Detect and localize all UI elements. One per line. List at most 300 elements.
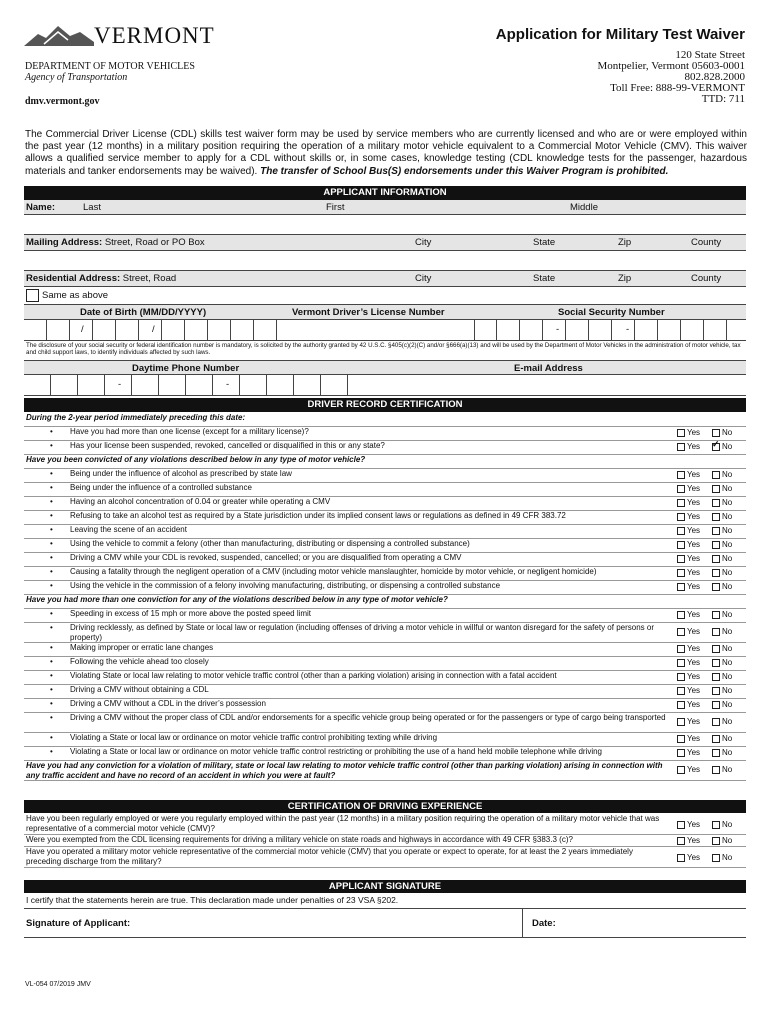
no-option[interactable] — [712, 672, 747, 682]
no-label: No — [722, 748, 733, 757]
yes-label: Yes — [687, 748, 701, 757]
question-row — [24, 567, 746, 581]
question-row — [24, 747, 746, 761]
residential-address-label: Residential Address: — [26, 273, 121, 284]
ssn-disclosure: The disclosure of your social security or federal identification number is mandatory, is solicited by the authority granted by 42 U.S.C. §405(c)(2)(C) and/or §666(a)(13) and will be used by the Department of Motor Vehicles in the administration of motor vehicle, tax and child support laws, to identify individuals affected by such laws. — [26, 342, 741, 356]
yes-checkbox[interactable] — [677, 443, 685, 451]
license-label: Vermont Driver’s License Number — [292, 307, 445, 318]
yes-option[interactable] — [677, 428, 712, 438]
no-checkbox[interactable] — [712, 611, 720, 619]
no-option[interactable] — [712, 627, 747, 637]
same-as-above-row — [24, 287, 746, 305]
yes-option[interactable] — [677, 644, 712, 654]
yes-label: Yes — [687, 700, 701, 709]
no-checkbox[interactable] — [712, 735, 720, 743]
no-label: No — [722, 765, 733, 774]
no-label: No — [722, 672, 733, 681]
no-checkbox[interactable] — [712, 837, 720, 845]
no-option[interactable] — [712, 498, 747, 508]
website-link[interactable]: dmv.vermont.gov — [25, 96, 100, 107]
question-text: Have you been regularly employed or were you regularly employed within the past year (12 months) in a military position requiring the operation of a military motor vehicle that was representative of a commercial motor vehicle (CMV)? — [26, 814, 660, 833]
question-text: Making improper or erratic lane changes — [70, 643, 214, 652]
no-checkbox[interactable] — [712, 443, 720, 451]
section-question-row — [24, 761, 746, 781]
yes-option[interactable] — [677, 717, 712, 727]
mailing-county-label: County — [691, 237, 722, 248]
no-label: No — [722, 484, 733, 493]
no-option[interactable] — [712, 582, 747, 592]
residential-city-label: City — [415, 273, 432, 284]
question-row — [24, 497, 746, 511]
no-option[interactable] — [712, 442, 747, 452]
no-checkbox[interactable] — [712, 583, 720, 591]
yes-option[interactable] — [677, 610, 712, 620]
mailing-zip-label: Zip — [618, 237, 632, 248]
no-checkbox[interactable] — [712, 499, 720, 507]
yes-checkbox[interactable] — [677, 735, 685, 743]
experience-question-row — [24, 835, 746, 847]
bullet-icon: • — [50, 643, 53, 652]
no-label: No — [722, 470, 733, 479]
section-question-row — [24, 595, 746, 609]
bullet-icon: • — [50, 567, 53, 576]
question-text: Being under the influence of a controlled substance — [70, 483, 252, 492]
yes-no-options — [677, 526, 747, 536]
no-label: No — [722, 820, 733, 829]
certify-statement: I certify that the statements herein are true. This declaration made under penalties of 23 VSA §202. — [26, 895, 399, 905]
yes-checkbox[interactable] — [677, 854, 685, 862]
intro-emphasis: The transfer of School Bus(S) endorsements under this Waiver Program is prohibited. — [260, 165, 669, 177]
vermont-logo — [24, 22, 215, 50]
address-ttd: TTD: 711 — [701, 93, 745, 105]
no-label: No — [722, 836, 733, 845]
yes-checkbox[interactable] — [677, 429, 685, 437]
date-label: Date: — [532, 918, 556, 929]
yes-checkbox[interactable] — [677, 766, 685, 774]
bullet-icon: • — [50, 469, 53, 478]
yes-no-options — [677, 820, 747, 830]
no-checkbox[interactable] — [712, 628, 720, 636]
driver-record-header: DRIVER RECORD CERTIFICATION — [24, 398, 746, 412]
yes-option[interactable] — [677, 765, 712, 775]
dob-license-ssn-input-row[interactable] — [24, 320, 746, 341]
no-label: No — [722, 717, 733, 726]
question-row — [24, 685, 746, 699]
question-text: Have you been convicted of any violations described below in any type of motor vehicle? — [26, 455, 366, 464]
yes-checkbox[interactable] — [677, 673, 685, 681]
yes-option[interactable] — [677, 820, 712, 830]
yes-option[interactable] — [677, 748, 712, 758]
residential-zip-label: Zip — [618, 273, 632, 284]
no-option[interactable] — [712, 428, 747, 438]
question-row — [24, 713, 746, 733]
no-label: No — [722, 686, 733, 695]
yes-no-options — [677, 484, 747, 494]
yes-no-options — [677, 568, 747, 578]
question-text: Driving a CMV without obtaining a CDL — [70, 685, 209, 694]
question-text: Driving a CMV without the proper class of CDL and/or endorsements for a specific vehicle group being operated or for the passengers or type of cargo being transported — [70, 713, 666, 722]
yes-label: Yes — [687, 658, 701, 667]
yes-checkbox[interactable] — [677, 645, 685, 653]
section-question-row — [24, 413, 746, 427]
mailing-street-label: Street, Road or PO Box — [104, 237, 205, 248]
yes-no-options — [677, 540, 747, 550]
yes-checkbox[interactable] — [677, 555, 685, 563]
experience-question-row — [24, 847, 746, 868]
no-checkbox[interactable] — [712, 513, 720, 521]
no-checkbox[interactable] — [712, 718, 720, 726]
no-checkbox[interactable] — [712, 485, 720, 493]
yes-no-options — [677, 765, 747, 775]
no-label: No — [722, 428, 733, 437]
yes-checkbox[interactable] — [677, 701, 685, 709]
yes-no-options — [677, 512, 747, 522]
no-option[interactable] — [712, 540, 747, 550]
no-option[interactable] — [712, 853, 747, 863]
residential-address-row — [24, 271, 746, 287]
yes-label: Yes — [687, 582, 701, 591]
bullet-icon: • — [50, 623, 53, 632]
yes-no-options — [677, 554, 747, 564]
no-label: No — [722, 627, 733, 636]
residential-state-label: State — [533, 273, 556, 284]
no-checkbox[interactable] — [712, 701, 720, 709]
question-row — [24, 469, 746, 483]
no-checkbox[interactable] — [712, 673, 720, 681]
yes-no-options — [677, 853, 747, 863]
yes-label: Yes — [687, 428, 701, 437]
dob-label: Date of Birth (MM/DD/YYYY) — [80, 307, 207, 318]
department-name: DEPARTMENT OF MOTOR VEHICLES — [25, 61, 195, 72]
middle-name-label: Middle — [570, 202, 598, 213]
yes-no-options — [677, 717, 747, 727]
form-title: Application for Military Test Waiver — [495, 26, 745, 43]
yes-no-options — [677, 644, 747, 654]
yes-label: Yes — [687, 568, 701, 577]
yes-checkbox[interactable] — [677, 687, 685, 695]
yes-label: Yes — [687, 717, 701, 726]
dob-slash-2: / — [152, 324, 155, 335]
no-checkbox[interactable] — [712, 569, 720, 577]
question-text: Using the vehicle to commit a felony (other than manufacturing, distributing or dispensing a controlled substance) — [70, 539, 470, 548]
mailing-address-input-row[interactable] — [24, 251, 746, 271]
question-text: Violating State or local law relating to motor vehicle traffic control (other than a parking violation) arising in connection with a fatal accident — [70, 671, 557, 680]
phone-dash-1: - — [118, 379, 122, 390]
yes-label: Yes — [687, 610, 701, 619]
no-label: No — [722, 644, 733, 653]
bullet-icon: • — [50, 657, 53, 666]
no-checkbox[interactable] — [712, 687, 720, 695]
no-option[interactable] — [712, 568, 747, 578]
yes-no-options — [677, 734, 747, 744]
yes-no-options — [677, 627, 747, 637]
question-text: Driving a CMV without a CDL in the driver’s possession — [70, 699, 266, 708]
bullet-icon: • — [50, 699, 53, 708]
mailing-city-label: City — [415, 237, 432, 248]
question-text: During the 2-year period immediately preceding this date: — [26, 413, 246, 422]
question-row — [24, 623, 746, 643]
no-option[interactable] — [712, 610, 747, 620]
experience-question-row — [24, 814, 746, 835]
yes-option[interactable] — [677, 627, 712, 637]
bullet-icon: • — [50, 713, 53, 722]
bullet-icon: • — [50, 671, 53, 680]
no-checkbox[interactable] — [712, 659, 720, 667]
email-label: E-mail Address — [514, 363, 583, 374]
yes-option[interactable] — [677, 470, 712, 480]
no-label: No — [722, 610, 733, 619]
yes-label: Yes — [687, 540, 701, 549]
yes-label: Yes — [687, 442, 701, 451]
signature-field[interactable] — [134, 909, 523, 937]
signature-row — [24, 908, 746, 938]
no-option[interactable] — [712, 554, 747, 564]
yes-no-options — [677, 748, 747, 758]
mailing-state-label: State — [533, 237, 556, 248]
yes-no-options — [677, 700, 747, 710]
bullet-icon: • — [50, 581, 53, 590]
question-text: Have you had any conviction for a violation of military, state or local law relating to motor vehicle traffic control (other than parking violation) arising in connection with any traffic accident and have no record of an accident in which you were at fault? — [26, 761, 663, 780]
yes-label: Yes — [687, 672, 701, 681]
yes-option[interactable] — [677, 442, 712, 452]
yes-option[interactable] — [677, 568, 712, 578]
yes-label: Yes — [687, 512, 701, 521]
agency-name: Agency of Transportation — [25, 72, 128, 83]
bullet-icon: • — [50, 685, 53, 694]
name-row — [24, 200, 746, 215]
same-as-above-checkbox[interactable] — [26, 289, 39, 302]
question-row — [24, 553, 746, 567]
yes-label: Yes — [687, 644, 701, 653]
no-label: No — [722, 568, 733, 577]
address-phone: 802.828.2000 — [684, 71, 745, 83]
bullet-icon: • — [50, 553, 53, 562]
no-option[interactable] — [712, 734, 747, 744]
question-row — [24, 699, 746, 713]
ssn-label: Social Security Number — [558, 307, 665, 318]
question-text: Causing a fatality through the negligent operation of a CMV (including motor vehicle manslaughter, homicide by motor vehicle, or negligent homicide) — [70, 567, 597, 576]
question-row — [24, 643, 746, 657]
date-field[interactable] — [564, 909, 744, 937]
question-text: Driving a CMV while your CDL is revoked, suspended, cancelled; or you are disqualified from operating a CMV — [70, 553, 462, 562]
question-text: Driving recklessly, as defined by State or local law or regulation (including offenses of driving a motor vehicle in willful or wanton disregard for the safety of persons or property) — [70, 623, 654, 642]
applicant-info-header: APPLICANT INFORMATION — [24, 186, 746, 200]
driving-experience-header: CERTIFICATION OF DRIVING EXPERIENCE — [24, 800, 746, 813]
yes-no-options — [677, 442, 747, 452]
question-text: Violating a State or local law or ordinance on motor vehicle traffic control restricting or prohibiting the use of a hand held mobile telephone while driving — [70, 747, 603, 756]
question-row — [24, 525, 746, 539]
no-option[interactable] — [712, 820, 747, 830]
yes-checkbox[interactable] — [677, 611, 685, 619]
bullet-icon: • — [50, 511, 53, 520]
yes-checkbox[interactable] — [677, 718, 685, 726]
question-text: Speeding in excess of 15 mph or more above the posted speed limit — [70, 609, 312, 618]
intro-paragraph: The Commercial Driver License (CDL) skills test waiver form may be used by service members who are currently licensed and who are or were employed within the past year (12 months) in a military position requiring the operation of a military motor vehicle equivalent to a Commercial Motor Vehicle (CMV). This waiver allows a qualified service member to apply for a CDL without skills or, in some cases, knowledge testing (CDL knowledge tests for the passenger, hazardous materials and tanker endorsements may be waived). The transfer of School Bus(S) endorsements under this Waiver Program is prohibited. — [25, 129, 747, 177]
no-label: No — [722, 853, 733, 862]
name-input-row[interactable] — [24, 215, 746, 235]
bullet-icon: • — [50, 733, 53, 742]
no-label: No — [722, 512, 733, 521]
yes-no-options — [677, 582, 747, 592]
yes-no-options — [677, 672, 747, 682]
no-label: No — [722, 658, 733, 667]
question-text: Using the vehicle in the commission of a felony involving manufacturing, distributing, or dispensing a controlled substance — [70, 581, 501, 590]
yes-label: Yes — [687, 765, 701, 774]
name-label: Name: — [26, 202, 56, 213]
yes-checkbox[interactable] — [677, 569, 685, 577]
question-row — [24, 609, 746, 623]
no-checkbox[interactable] — [712, 645, 720, 653]
address-street: 120 State Street — [675, 49, 745, 61]
no-option[interactable] — [712, 470, 747, 480]
yes-option[interactable] — [677, 498, 712, 508]
question-text: Having an alcohol concentration of 0.04 or greater while operating a CMV — [70, 497, 331, 506]
yes-checkbox[interactable] — [677, 659, 685, 667]
yes-option[interactable] — [677, 734, 712, 744]
mailing-address-label: Mailing Address: — [26, 237, 103, 248]
yes-no-options — [677, 658, 747, 668]
bullet-icon: • — [50, 747, 53, 756]
yes-option[interactable] — [677, 526, 712, 536]
bullet-icon: • — [50, 525, 53, 534]
yes-option[interactable] — [677, 853, 712, 863]
no-label: No — [722, 540, 733, 549]
no-option[interactable] — [712, 658, 747, 668]
yes-option[interactable] — [677, 658, 712, 668]
yes-checkbox[interactable] — [677, 527, 685, 535]
ssn-boxes[interactable] — [474, 320, 750, 340]
mountain-logo-icon — [24, 24, 94, 48]
no-label: No — [722, 582, 733, 591]
yes-option[interactable] — [677, 582, 712, 592]
question-text: Were you exempted from the CDL licensing requirements for driving a military vehicle on state roads and highways in accordance with 49 CFR §383.3 (c)? — [26, 835, 573, 844]
no-option[interactable] — [712, 765, 747, 775]
question-text: Refusing to take an alcohol test as required by a State jurisdiction under its implied consent laws or regulations as defined in 49 CFR 383.72 — [70, 511, 566, 520]
yes-label: Yes — [687, 627, 701, 636]
yes-checkbox[interactable] — [677, 471, 685, 479]
no-option[interactable] — [712, 836, 747, 846]
question-row — [24, 581, 746, 595]
no-checkbox[interactable] — [712, 555, 720, 563]
no-option[interactable] — [712, 686, 747, 696]
yes-option[interactable] — [677, 672, 712, 682]
first-name-label: First — [326, 202, 345, 213]
yes-label: Yes — [687, 853, 701, 862]
last-name-label: Last — [83, 202, 101, 213]
yes-checkbox[interactable] — [677, 541, 685, 549]
signature-header: APPLICANT SIGNATURE — [24, 880, 746, 893]
residential-street-label: Street, Road — [122, 273, 177, 284]
yes-option[interactable] — [677, 700, 712, 710]
address-toll-free: Toll Free: 888-99-VERMONT — [610, 82, 745, 94]
form-id: VL-054 07/2019 JMV — [25, 981, 91, 988]
question-text: Have you had more than one license (except for a military license)? — [70, 427, 309, 436]
phone-boxes[interactable] — [24, 375, 348, 395]
phone-email-header-row — [24, 360, 746, 375]
phone-dash-2: - — [226, 379, 230, 390]
yes-checkbox[interactable] — [677, 513, 685, 521]
yes-label: Yes — [687, 820, 701, 829]
bullet-icon: • — [50, 497, 53, 506]
no-label: No — [722, 700, 733, 709]
no-option[interactable] — [712, 512, 747, 522]
yes-checkbox[interactable] — [677, 837, 685, 845]
dob-slash-1: / — [81, 324, 84, 335]
yes-option[interactable] — [677, 512, 712, 522]
yes-option[interactable] — [677, 686, 712, 696]
no-option[interactable] — [712, 748, 747, 758]
question-row — [24, 539, 746, 553]
address-city: Montpelier, Vermont 05603-0001 — [597, 60, 745, 72]
question-text: Have you had more than one conviction for any of the violations described below in any type of motor vehicle? — [26, 595, 448, 604]
yes-option[interactable] — [677, 836, 712, 846]
no-option[interactable] — [712, 717, 747, 727]
yes-label: Yes — [687, 554, 701, 563]
same-as-above-label: Same as above — [42, 290, 109, 301]
no-label: No — [722, 442, 733, 451]
yes-no-options — [677, 610, 747, 620]
yes-checkbox[interactable] — [677, 821, 685, 829]
yes-label: Yes — [687, 470, 701, 479]
no-checkbox[interactable] — [712, 429, 720, 437]
question-text: Has your license been suspended, revoked, cancelled or disqualified in this or any state? — [70, 441, 385, 450]
bullet-icon: • — [50, 441, 53, 450]
question-text: Being under the influence of alcohol as prescribed by state law — [70, 469, 292, 478]
question-row — [24, 657, 746, 671]
no-option[interactable] — [712, 644, 747, 654]
dob-boxes[interactable] — [24, 320, 277, 340]
yes-no-options — [677, 498, 747, 508]
yes-option[interactable] — [677, 540, 712, 550]
bullet-icon: • — [50, 483, 53, 492]
yes-checkbox[interactable] — [677, 628, 685, 636]
ssn-dash-2: - — [626, 324, 630, 335]
bullet-icon: • — [50, 609, 53, 618]
no-option[interactable] — [712, 484, 747, 494]
yes-checkbox[interactable] — [677, 499, 685, 507]
phone-email-input-row[interactable] — [24, 375, 746, 396]
no-checkbox[interactable] — [712, 766, 720, 774]
signature-label: Signature of Applicant: — [26, 918, 131, 929]
no-label: No — [722, 554, 733, 563]
yes-checkbox[interactable] — [677, 749, 685, 757]
yes-checkbox[interactable] — [677, 485, 685, 493]
question-row — [24, 671, 746, 685]
no-checkbox[interactable] — [712, 541, 720, 549]
no-option[interactable] — [712, 526, 747, 536]
no-checkbox[interactable] — [712, 527, 720, 535]
no-option[interactable] — [712, 700, 747, 710]
no-checkbox[interactable] — [712, 854, 720, 862]
yes-option[interactable] — [677, 554, 712, 564]
question-row — [24, 483, 746, 497]
yes-label: Yes — [687, 526, 701, 535]
mailing-address-row — [24, 235, 746, 251]
question-text: Have you operated a military motor vehicle representative of the commercial motor vehicle (CMV) that you operate or expect to operate, for at least the 2 years immediately preceding discharge from the military? — [26, 847, 633, 866]
yes-label: Yes — [687, 498, 701, 507]
no-checkbox[interactable] — [712, 749, 720, 757]
yes-option[interactable] — [677, 484, 712, 494]
no-checkbox[interactable] — [712, 471, 720, 479]
yes-no-options — [677, 470, 747, 480]
no-checkbox[interactable] — [712, 821, 720, 829]
question-text: Following the vehicle ahead too closely — [70, 657, 209, 666]
yes-no-options — [677, 836, 747, 846]
yes-checkbox[interactable] — [677, 583, 685, 591]
question-row — [24, 427, 746, 441]
logo-wordmark: VERMONT — [94, 23, 215, 48]
question-row — [24, 733, 746, 747]
